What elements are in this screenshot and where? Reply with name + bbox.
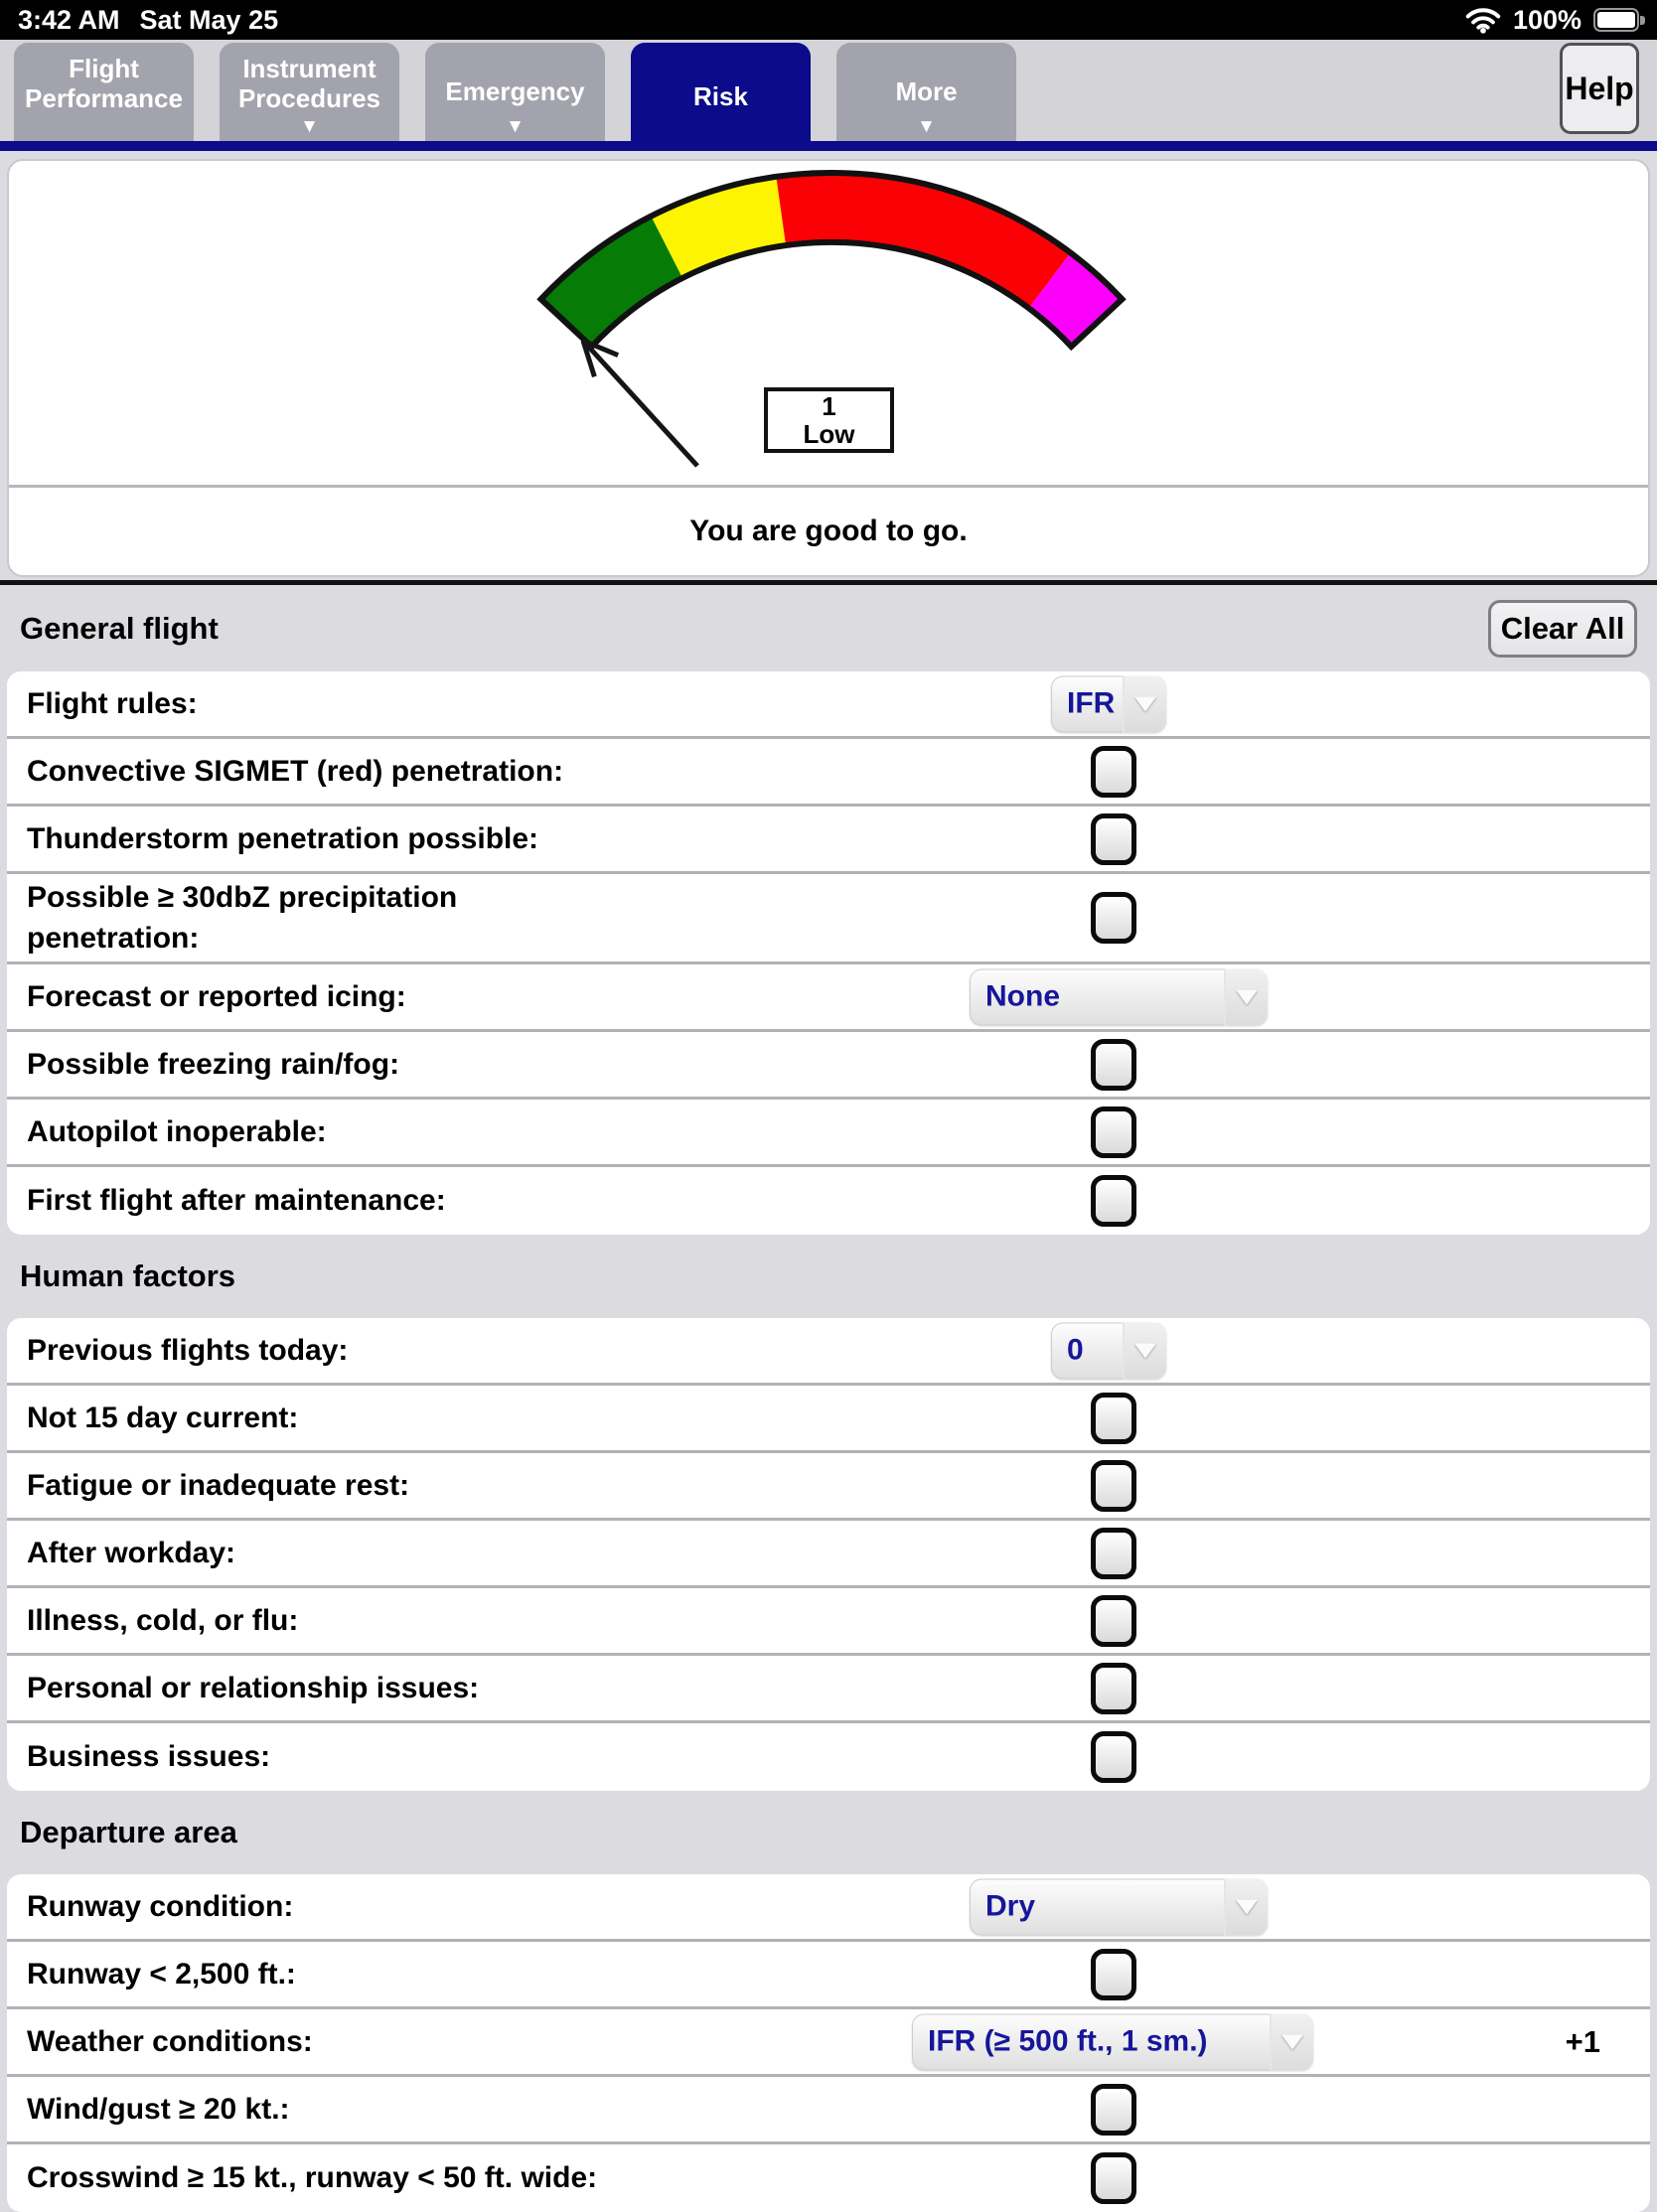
row-thunderstorm-penetration-possible	[7, 807, 1650, 874]
autopilot-inoperable-checkbox[interactable]	[1091, 1106, 1136, 1158]
runway-condition-dropdown[interactable]	[970, 1878, 1268, 1935]
row-runway-2-500-ft	[7, 1942, 1650, 2009]
rows-panel	[7, 1318, 1650, 1791]
row-label: Convective SIGMET (red) penetration:	[27, 754, 564, 788]
section-title: Departure area	[20, 1815, 237, 1849]
active-tab-bar	[0, 141, 1657, 151]
chevron-down-icon	[1123, 1322, 1166, 1379]
chevron-down-icon	[1224, 1878, 1268, 1935]
row-label: Autopilot inoperable:	[27, 1114, 327, 1148]
row-label: Not 15 day current:	[27, 1401, 299, 1434]
section-general-flight	[0, 585, 1657, 1235]
chevron-down-icon	[1123, 675, 1166, 732]
dropdown-value: Dry	[985, 1889, 1036, 1923]
row-label: Illness, cold, or flu:	[27, 1603, 299, 1637]
row-weather-conditions	[7, 2009, 1650, 2077]
tab-flight-performance[interactable]	[14, 43, 194, 141]
clear-all-button[interactable]: Clear All	[1488, 600, 1637, 658]
row-flight-rules	[7, 671, 1650, 739]
tab-emergency[interactable]	[425, 43, 605, 141]
business-issues-checkbox[interactable]	[1091, 1731, 1136, 1783]
rows-panel	[7, 1874, 1650, 2212]
tab-label: Emergency	[445, 75, 585, 106]
row-label: Possible freezing rain/fog:	[27, 1047, 400, 1081]
row-label: Business issues:	[27, 1740, 271, 1773]
rows-panel	[7, 671, 1650, 1235]
risk-score-value: 1	[822, 390, 836, 421]
wifi-icon	[1465, 6, 1501, 34]
wind-gust-20-kt-checkbox[interactable]	[1091, 2084, 1136, 2136]
dropdown-value: 0	[1067, 1333, 1084, 1367]
not-15-day-current-checkbox[interactable]	[1091, 1393, 1136, 1444]
risk-gauge-area	[9, 161, 1648, 488]
row-after-workday	[7, 1521, 1650, 1588]
possible-freezing-rain-fog-checkbox[interactable]	[1091, 1039, 1136, 1091]
weather-conditions-dropdown[interactable]	[912, 2013, 1313, 2070]
status-bar	[0, 0, 1657, 40]
row-fatigue-or-inadequate-rest	[7, 1453, 1650, 1521]
clock-date: Sat May 25	[139, 4, 279, 35]
row-illness-cold-or-flu	[7, 1588, 1650, 1656]
tab-risk[interactable]	[631, 43, 811, 151]
row-label: Possible ≥ 30dbZ precipitation penetration:	[27, 880, 458, 955]
crosswind-15-kt-runway-50-ft-wide-checkbox[interactable]	[1091, 2152, 1136, 2204]
thunderstorm-penetration-possible-checkbox[interactable]	[1091, 813, 1136, 865]
chevron-down-icon	[1224, 968, 1268, 1025]
row-wind-gust-20-kt	[7, 2077, 1650, 2144]
previous-flights-today-dropdown[interactable]	[1051, 1322, 1166, 1379]
fatigue-or-inadequate-rest-checkbox[interactable]	[1091, 1460, 1136, 1512]
dropdown-value: IFR	[1067, 686, 1116, 720]
runway-2-500-ft-checkbox[interactable]	[1091, 1949, 1136, 2000]
section-title: General flight	[20, 610, 219, 646]
row-not-15-day-current	[7, 1386, 1650, 1453]
risk-gauge-panel	[7, 159, 1650, 577]
row-label: First flight after maintenance:	[27, 1184, 446, 1217]
tab-label: Risk	[693, 80, 748, 111]
row-label: Runway condition:	[27, 1889, 294, 1923]
row-label: Flight rules:	[27, 686, 198, 720]
row-first-flight-after-maintenance	[7, 1167, 1650, 1235]
tab-more[interactable]	[836, 43, 1016, 141]
section-header	[0, 1235, 1657, 1318]
row-label: Forecast or reported icing:	[27, 979, 406, 1013]
row-label: Runway < 2,500 ft.:	[27, 1957, 296, 1991]
tab-instrument-procedures[interactable]	[220, 43, 399, 141]
row-possible-freezing-rain-fog	[7, 1032, 1650, 1100]
row-forecast-or-reported-icing	[7, 964, 1650, 1032]
row-previous-flights-today	[7, 1318, 1650, 1386]
convective-sigmet-red-penetration-checkbox[interactable]	[1091, 746, 1136, 798]
flight-rules-dropdown[interactable]	[1051, 675, 1166, 732]
row-autopilot-inoperable	[7, 1100, 1650, 1167]
chevron-down-icon	[917, 117, 936, 136]
row-label: Wind/gust ≥ 20 kt.:	[27, 2092, 290, 2126]
possible-30dbz-precipitation-penetration-checkbox[interactable]	[1091, 892, 1136, 944]
content	[0, 585, 1657, 2209]
row-label: Fatigue or inadequate rest:	[27, 1468, 410, 1502]
tab-label: Flight Performance	[25, 53, 183, 113]
row-label: Crosswind ≥ 15 kt., runway < 50 ft. wide:	[27, 2161, 598, 2194]
row-personal-or-relationship-issues	[7, 1656, 1650, 1723]
risk-score-level: Low	[803, 419, 855, 449]
chevron-down-icon	[506, 117, 525, 136]
illness-cold-or-flu-checkbox[interactable]	[1091, 1595, 1136, 1647]
first-flight-after-maintenance-checkbox[interactable]	[1091, 1175, 1136, 1227]
battery-icon	[1593, 8, 1639, 32]
battery-percent: 100%	[1512, 4, 1582, 35]
row-label: Previous flights today:	[27, 1333, 349, 1367]
risk-message: You are good to go.	[689, 515, 968, 547]
dropdown-value: IFR (≥ 500 ft., 1 sm.)	[928, 2024, 1208, 2058]
tab-label: Instrument Procedures	[237, 53, 381, 113]
gauge-needle-arrow	[583, 341, 697, 466]
row-label: After workday:	[27, 1536, 236, 1569]
section-human-factors	[0, 1235, 1657, 1791]
help-button[interactable]: Help	[1560, 43, 1639, 134]
risk-score-box	[764, 387, 894, 453]
row-runway-condition	[7, 1874, 1650, 1942]
section-departure-area	[0, 1791, 1657, 2212]
personal-or-relationship-issues-checkbox[interactable]	[1091, 1663, 1136, 1714]
row-crosswind-15-kt-runway-50-ft-wide	[7, 2144, 1650, 2212]
extra-count: +1	[1565, 2023, 1600, 2059]
dropdown-value: None	[985, 979, 1060, 1013]
row-possible-30dbz-precipitation-penetration	[7, 874, 1650, 964]
section-header	[0, 585, 1657, 671]
tab-label: More	[895, 75, 958, 106]
tab-strip	[14, 43, 1016, 151]
section-title: Human factors	[20, 1258, 236, 1293]
row-label: Thunderstorm penetration possible:	[27, 821, 539, 855]
forecast-or-reported-icing-dropdown[interactable]	[970, 968, 1268, 1025]
row-label: Weather conditions:	[27, 2024, 313, 2058]
row-business-issues	[7, 1723, 1650, 1791]
after-workday-checkbox[interactable]	[1091, 1528, 1136, 1579]
row-convective-sigmet-red-penetration	[7, 739, 1650, 807]
row-label: Personal or relationship issues:	[27, 1671, 480, 1704]
clock-time: 3:42 AM	[18, 4, 120, 35]
chevron-down-icon	[300, 117, 319, 136]
tab-bar	[0, 40, 1657, 151]
section-header	[0, 1791, 1657, 1874]
chevron-down-icon	[1270, 2013, 1313, 2070]
